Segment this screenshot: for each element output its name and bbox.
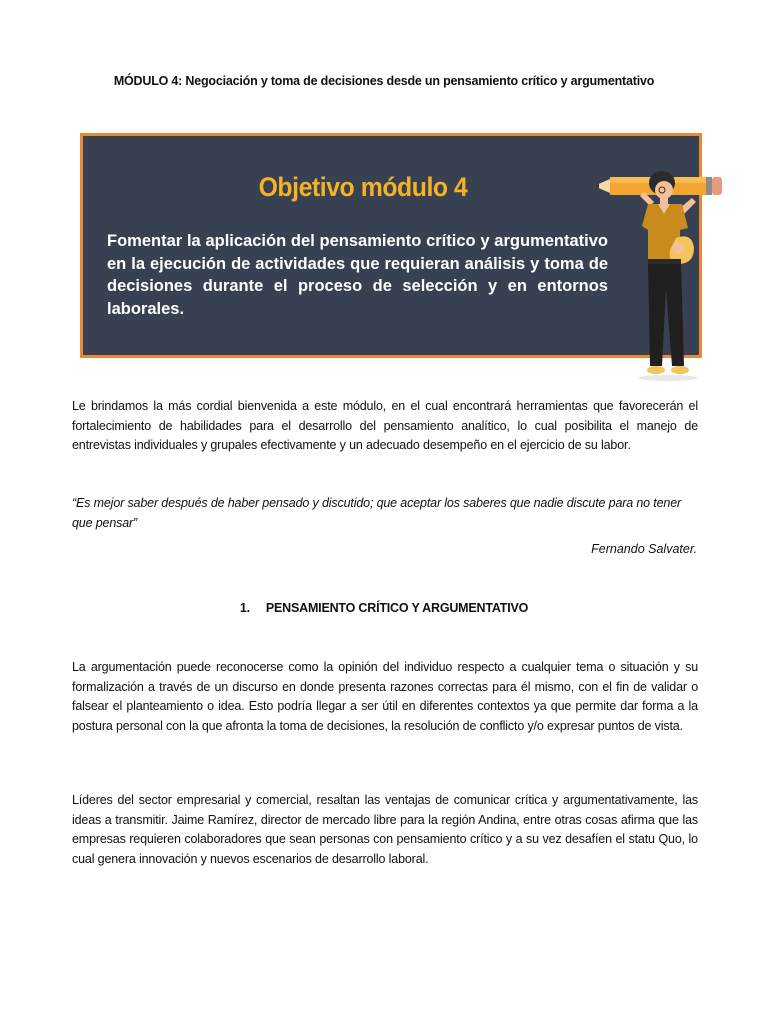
section-paragraph: La argumentación puede reconocerse como la opinión del individuo respecto a cualquier tema o situación y su formalización a través de un discurso en donde presenta razones correctas para él mismo, con el fin de validar o falsear el planteamiento o idea. Esto podría llegar a ser útil en diferentes contextos ya que permite dar forma a la postura personal con la que afronta la toma de decisiones, la resolución de conflicto y/o expresar puntos de vista. — [72, 660, 698, 733]
banner-heading: Objetivo módulo 4 — [258, 172, 468, 202]
section-number: 1. — [239, 601, 250, 615]
quote-author: Fernando Salvater. — [591, 542, 697, 556]
quote-text: “Es mejor saber después de haber pensado y discutido; que aceptar los saberes que nadie discute para no tener que pensar” — [72, 496, 682, 530]
intro-paragraph: Le brindamos la más cordial bienvenida a este módulo, en el cual encontrará herramientas que favorecerán el fortalecimiento de habilidades para el desarrollo del pensamiento analítico, lo cual posibilita el manejo de entrevistas individuales y grupales efectivamente y un adecuado desempeño en el ejercicio de su labor. — [72, 399, 698, 452]
page-title: MÓDULO 4: Negociación y toma de decisiones desde un pensamiento crítico y argumentativo — [113, 74, 655, 88]
person-holding-pencil-icon — [588, 166, 728, 386]
section-heading — [0, 601, 768, 615]
banner-text: Fomentar la aplicación del pensamiento crítico y argumentativo en la ejecución de actividades que requieran análisis y toma de decisiones durante el proceso de selección y en entornos laborales. — [107, 232, 608, 318]
section-paragraph: Líderes del sector empresarial y comercial, resaltan las ventajas de comunicar crítica y argumentativamente, las ideas a transmitir. Jaime Ramírez, director de mercado libre para la región Andina, entre otras cosas afirma que las empresas requieren colaboradores que sean personas con pensamiento crítico y a su vez desafíen el statu Quo, lo cual genera innovación y nuevos escenarios de desarrollo laboral. — [72, 793, 698, 866]
section-title: PENSAMIENTO CRÍTICO Y ARGUMENTATIVO — [265, 601, 529, 615]
